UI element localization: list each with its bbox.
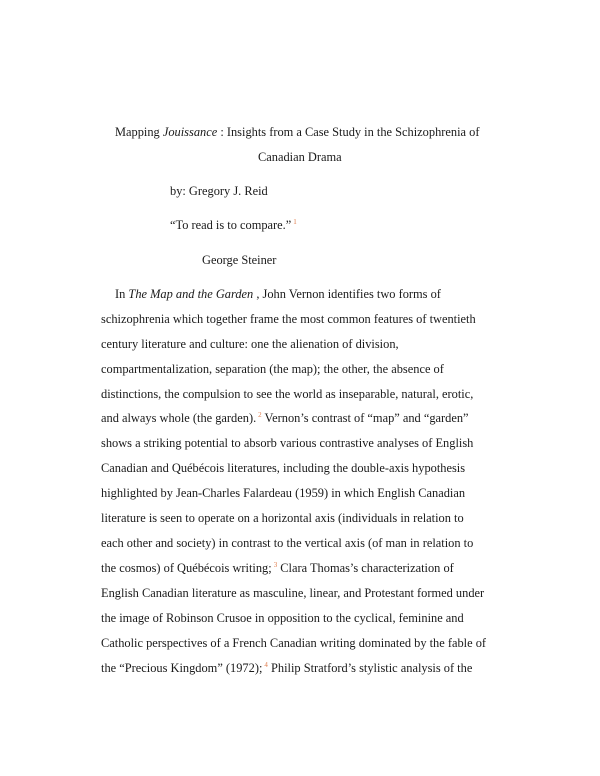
footnote-ref-3[interactable]: 3 — [273, 561, 278, 569]
body-line-8: Canadian and Québécois literatures, including the double-axis hypothesis — [101, 461, 466, 475]
title-italic-word: Jouissance — [162, 125, 218, 139]
body-line-1-prefix: In — [115, 287, 129, 301]
body-line-1 — [115, 286, 441, 302]
body-line-7: shows a striking potential to absorb various contrastive analyses of English — [101, 436, 474, 450]
title-line-2: Canadian Drama — [258, 150, 342, 164]
title-suffix: : Insights from a Case Study in the Schizophrenia of — [217, 125, 480, 139]
body-line-16-b: Philip Stratford’s stylistic analysis of the — [267, 661, 473, 675]
epigraph-quote-text: “To read is to compare.” — [170, 218, 292, 232]
body-line-12 — [101, 560, 454, 578]
body-line-2: schizophrenia which together frame the most common features of twentieth — [101, 312, 476, 326]
footnote-ref-1[interactable]: 1 — [293, 218, 297, 226]
body-line-13: English Canadian literature as masculine, linear, and Protestant formed under — [101, 586, 485, 600]
footnote-ref-4[interactable]: 4 — [264, 661, 268, 669]
book-title-italic: The Map and the Garden — [128, 287, 254, 301]
body-line-16-a: the “Precious Kingdom” (1972); — [101, 661, 263, 675]
body-line-11: each other and society) in contrast to the vertical axis (of man in relation to — [101, 536, 474, 550]
body-line-15: Catholic perspectives of a French Canadian writing dominated by the fable of — [101, 636, 487, 650]
body-line-6-b: Vernon’s contrast of “map” and “garden” — [261, 411, 469, 425]
body-line-1-suffix: , John Vernon identifies two forms of — [253, 287, 441, 301]
epigraph-quote — [170, 217, 297, 235]
body-line-12-a: the cosmos) of Québécois writing; — [101, 561, 272, 575]
footnote-ref-2[interactable]: 2 — [258, 411, 262, 419]
title-line-1 — [115, 124, 479, 140]
body-line-12-b: Clara Thomas’s characterization of — [277, 561, 454, 575]
body-line-9: highlighted by Jean-Charles Falardeau (1959) in which English Canadian — [101, 486, 466, 500]
body-line-16 — [101, 660, 472, 678]
body-line-4: compartmentalization, separation (the map); the other, the absence of — [101, 362, 444, 376]
body-line-3: century literature and culture: one the alienation of division, — [101, 337, 399, 351]
body-line-14: the image of Robinson Crusoe in opposition to the cyclical, feminine and — [101, 611, 464, 625]
epigraph-attribution: George Steiner — [202, 253, 277, 267]
title-prefix: Mapping — [115, 125, 163, 139]
body-line-10: literature is seen to operate on a horizontal axis (individuals in relation to — [101, 511, 464, 525]
body-line-6-a: and always whole (the garden). — [101, 411, 257, 425]
author-line: by: Gregory J. Reid — [170, 184, 268, 198]
body-line-5: distinctions, the compulsion to see the world as inseparable, natural, erotic, — [101, 387, 474, 401]
body-line-6 — [101, 410, 469, 428]
